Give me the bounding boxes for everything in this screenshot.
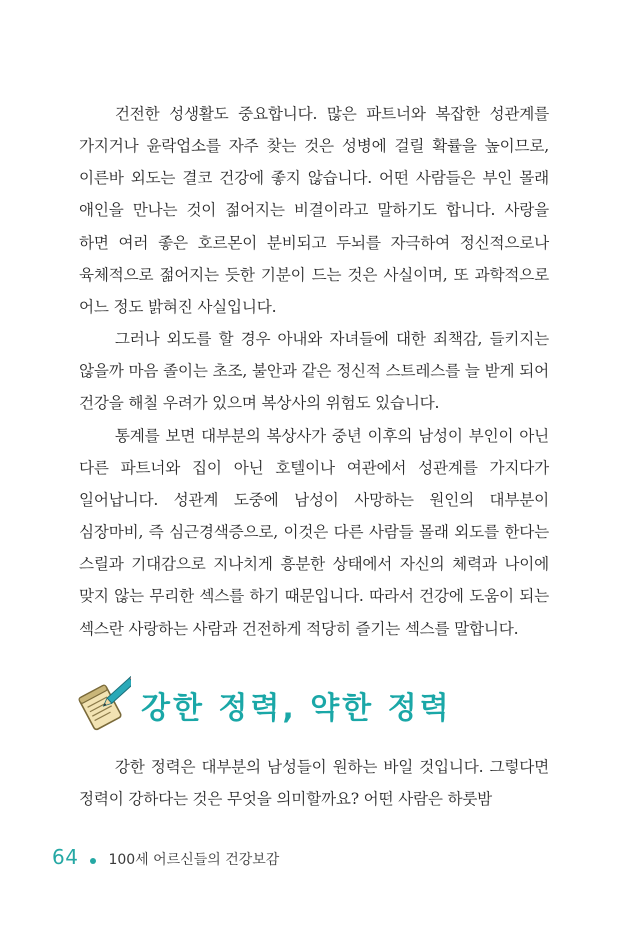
paragraph-2: 그러나 외도를 할 경우 아내와 자녀들에 대한 죄책감, 들키지는 않을까 마음 졸이는 초조, 불안과 같은 정신적 스트레스를 늘 받게 되어 건강을 해칠 우려가 있으며 복상사의 위험도 있습니다. <box>79 330 549 413</box>
notepad-pencil-icon <box>75 673 131 733</box>
paragraph-1: 건전한 성생활도 중요합니다. 많은 파트너와 복잡한 성관계를 가지거나 윤락업소를 자주 찾는 것은 성병에 걸릴 확률을 높이므로, 이른바 외도는 결코 건강에 좋지 않습니다. 어떤 사람들은 부인 몰래 애인을 만나는 것이 젊어지는 비결이라고 말하기도 합니다. 사랑을 하면 여러 좋은 호르몬이 분비되고 두뇌를 자극하여 정신적으로나 육체적으로 젊어지는 듯한 기분이 드는 것은 사실이며, 또 과학적으로 어느 정도 밝혀진 사실입니다. <box>79 105 549 316</box>
section-paragraph-1: 강한 정력은 대부분의 남성들이 원하는 바일 것입니다. 그렇다면 정력이 강하다는 것은 무엇을 의미할까요? 어떤 사람은 하룻밤 <box>79 757 549 808</box>
page-number: 64 <box>52 845 79 869</box>
footer-bullet-icon <box>90 858 96 864</box>
body-content <box>79 98 549 815</box>
section-heading-row <box>79 667 549 739</box>
section-heading: 강한 정력, 약한 정력 <box>141 690 452 726</box>
page-footer <box>52 845 279 869</box>
paragraph-3: 통계를 보면 대부분의 복상사가 중년 이후의 남성이 부인이 아닌 다른 파트너와 집이 아닌 호텔이나 여관에서 성관계를 가지다가 일어납니다. 성관계 도중에 남성이 사망하는 원인의 대부분이 심장마비, 즉 심근경색증으로, 이것은 다른 사람들 몰래 외도를 한다는 스릴과 기대감으로 지나치게 흥분한 상태에서 자신의 체력과 나이에 맞지 않는 무리한 섹스를 하기 때문입니다. 따라서 건강에 도움이 되는 섹스란 사랑하는 사람과 건전하게 적당히 즐기는 섹스를 말합니다. <box>79 426 549 638</box>
book-title: 100세 어르신들의 건강보감 <box>108 852 280 868</box>
